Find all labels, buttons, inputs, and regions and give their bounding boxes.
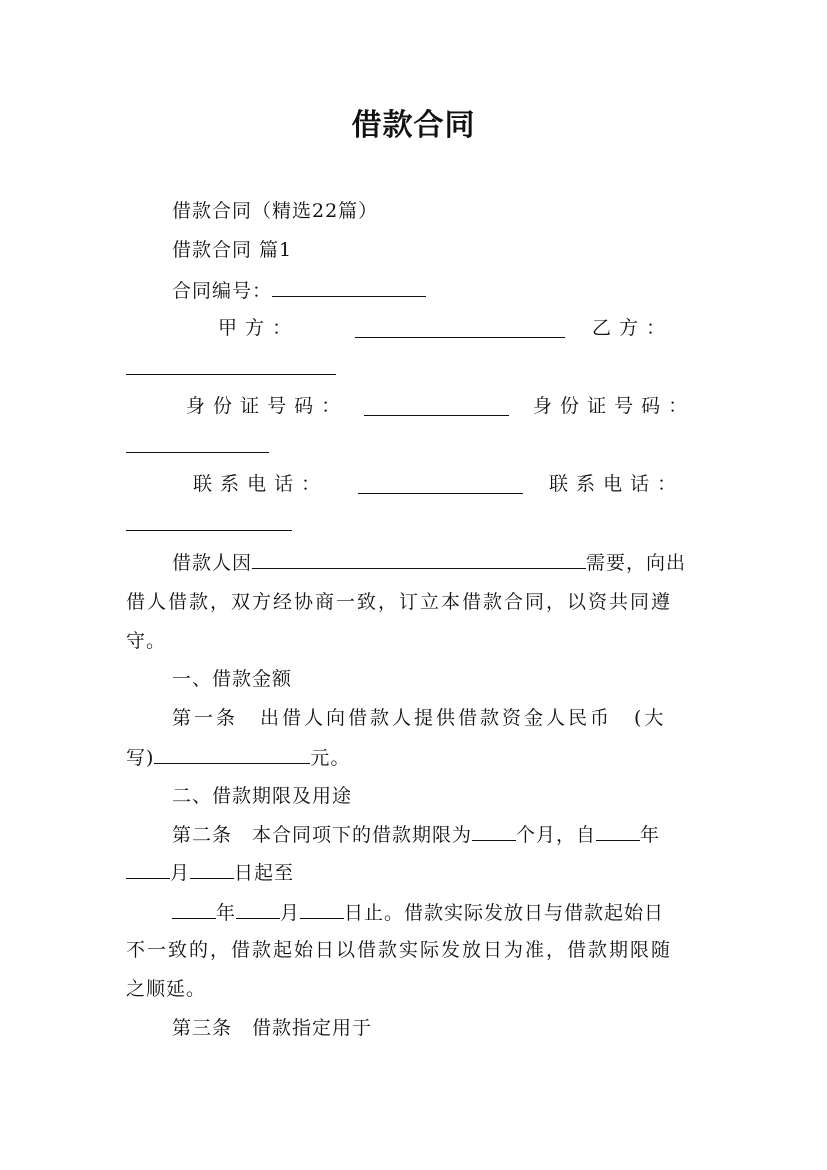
section-2-heading: 二、借款期限及用途 [172, 785, 353, 807]
end-day-blank [300, 900, 344, 919]
article-2-line-3: 年 月 日止。借款实际发放日与借款起始日 [172, 900, 664, 925]
section-1-heading: 一、借款金额 [172, 668, 293, 690]
phone-b-blank [126, 512, 292, 531]
party-a-label: 甲 方 ： [218, 317, 293, 339]
id-b-blank [126, 434, 269, 453]
contract-number-blank [272, 278, 426, 297]
start-day-blank [190, 860, 234, 879]
end-month-blank [236, 900, 280, 919]
party-b-blank [126, 356, 336, 375]
subtitle: 借款合同（精选22篇） [172, 200, 379, 222]
id-a-blank [364, 397, 509, 416]
id-b-label: 身 份 证 号 码 ： [533, 395, 689, 417]
article-2-line-4: 不一致的，借款起始日以借款实际发放日为准，借款期限随 [126, 939, 673, 961]
start-month-blank [126, 860, 170, 879]
page-title: 借款合同 [351, 108, 476, 143]
phone-a-label: 联 系 电 话 ： [193, 473, 322, 495]
party-a-blank [355, 319, 565, 338]
article-1-line-2: 写) 元。 [126, 747, 351, 769]
amount-blank [154, 745, 310, 764]
end-year-blank [172, 900, 216, 919]
contract-number-row [172, 278, 426, 303]
article-2-line-2: 月 日起至 [126, 860, 294, 885]
start-year-blank [596, 822, 640, 841]
reason-blank [252, 550, 586, 569]
article-2-line-5: 之顺延。 [126, 978, 207, 1000]
article-3-line-1: 第三条 借款指定用于 [172, 1017, 373, 1039]
intro-line-1: 借款人因 需要，向出 [172, 552, 687, 574]
part-heading: 借款合同 篇1 [172, 239, 293, 261]
phone-a-blank [358, 475, 523, 494]
party-b-label: 乙 方 ： [592, 317, 667, 339]
months-blank [472, 822, 516, 841]
id-a-label: 身 份 证 号 码 ： [186, 395, 342, 417]
intro-line-2: 借人借款，双方经协商一致，订立本借款合同，以资共同遵 [126, 591, 673, 613]
intro-line-3: 守。 [126, 630, 167, 652]
contract-number-label: 合同编号： [172, 280, 273, 302]
phone-b-label: 联 系 电 话 ： [549, 473, 678, 495]
article-1-line-1: 第一条 出借人向借款人提供借款资金人民币 (大 [172, 707, 667, 729]
article-2-line-1: 第二条 本合同项下的借款期限为 个月，自 年 [172, 824, 661, 846]
